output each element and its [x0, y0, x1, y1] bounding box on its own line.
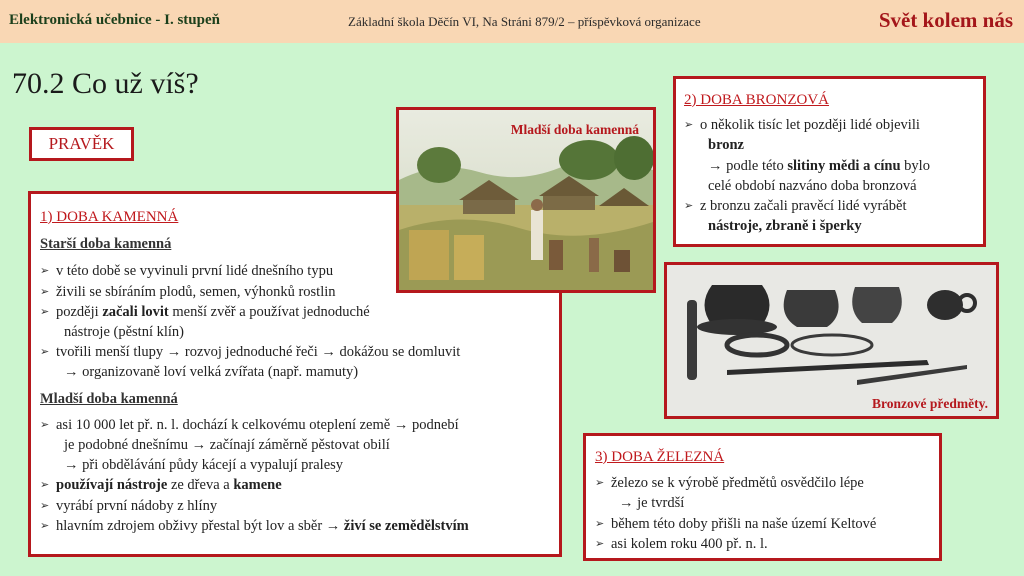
list-item: ➢ hlavním zdrojem obživy přestal být lov a sběr → živí se zemědělstvím — [40, 516, 559, 536]
list-item: ➢ asi kolem roku 400 př. n. l. — [595, 534, 939, 554]
stone-age-heading: 1) DOBA KAMENNÁ — [40, 209, 179, 225]
neolithic-image-caption: Mladší doba kamenná — [510, 122, 639, 137]
list-item: ➢ živili se sbíráním plodů, semen, výhonků rostlin — [40, 282, 559, 302]
bronze-age-heading: 2) DOBA BRONZOVÁ — [684, 92, 830, 108]
younger-stone-age-heading: Mladší doba kamenná — [40, 390, 178, 407]
page-title: 70.2 Co už víš? — [12, 67, 199, 100]
subject-title: Svět kolem nás — [878, 8, 1013, 32]
list-item: ➢ později začali lovit menší zvěř a používat jednoduché — [40, 302, 559, 322]
list-item-continuation: → je tvrdší — [619, 495, 685, 512]
list-item-continuation: je podobné dnešnímu → začínají záměrně pěstovat obilí — [64, 437, 390, 454]
list-item: ➢ z bronzu začali pravěcí lidé vyrábět — [684, 196, 983, 216]
school-name: Základní škola Děčín VI, Na Stráni 879/2 – příspěvková organizace — [348, 14, 701, 29]
list-item-continuation: nástroje, zbraně i šperky — [708, 218, 862, 235]
list-item: ➢ železo se k výrobě předmětů osvědčilo lépe — [595, 473, 939, 493]
list-item: ➢ během této doby přišli na naše území Keltové — [595, 514, 939, 534]
list-item-continuation: → při obdělávání půdy kácejí a vypalují pralesy — [64, 457, 344, 474]
list-item-continuation: nástroje (pěstní klín) — [64, 324, 185, 341]
bronze-objects-illustration — [667, 265, 996, 416]
prehistory-badge: PRAVĚK — [29, 127, 134, 161]
list-item: ➢ asi 10 000 let př. n. l. dochází k celkovému oteplení země → podnebí — [40, 415, 559, 435]
older-stone-age-heading: Starší doba kamenná — [40, 236, 172, 253]
list-item: ➢ v této době se vyvinuli první lidé dnešního typu — [40, 261, 559, 281]
list-item-continuation: → podle této slitiny mědi a cínu bylo — [708, 157, 930, 174]
bronze-age-box — [673, 76, 986, 247]
list-item: ➢ vyrábí první nádoby z hlíny — [40, 496, 559, 516]
neolithic-village-image — [396, 107, 656, 293]
textbook-title: Elektronická učebnice - I. stupeň — [9, 12, 220, 28]
list-item: ➢ používají nástroje ze dřeva a kamene — [40, 475, 559, 495]
bronze-objects-image — [664, 262, 999, 419]
list-item: ➢ o několik tisíc let později lidé objevili — [684, 115, 983, 135]
iron-age-box — [583, 433, 942, 561]
list-item: ➢ tvořili menší tlupy → rozvoj jednoduché řeči → dokážou se domluvit — [40, 342, 559, 362]
list-item-continuation: celé období nazváno doba bronzová — [708, 177, 917, 194]
bronze-image-caption: Bronzové předměty. — [872, 396, 988, 411]
list-item-continuation: → organizovaně loví velká zvířata (např. mamuty) — [64, 364, 359, 381]
list-item-continuation: bronz — [708, 137, 744, 154]
header-bar — [0, 0, 1024, 43]
iron-age-heading: 3) DOBA ŽELEZNÁ — [595, 449, 725, 465]
